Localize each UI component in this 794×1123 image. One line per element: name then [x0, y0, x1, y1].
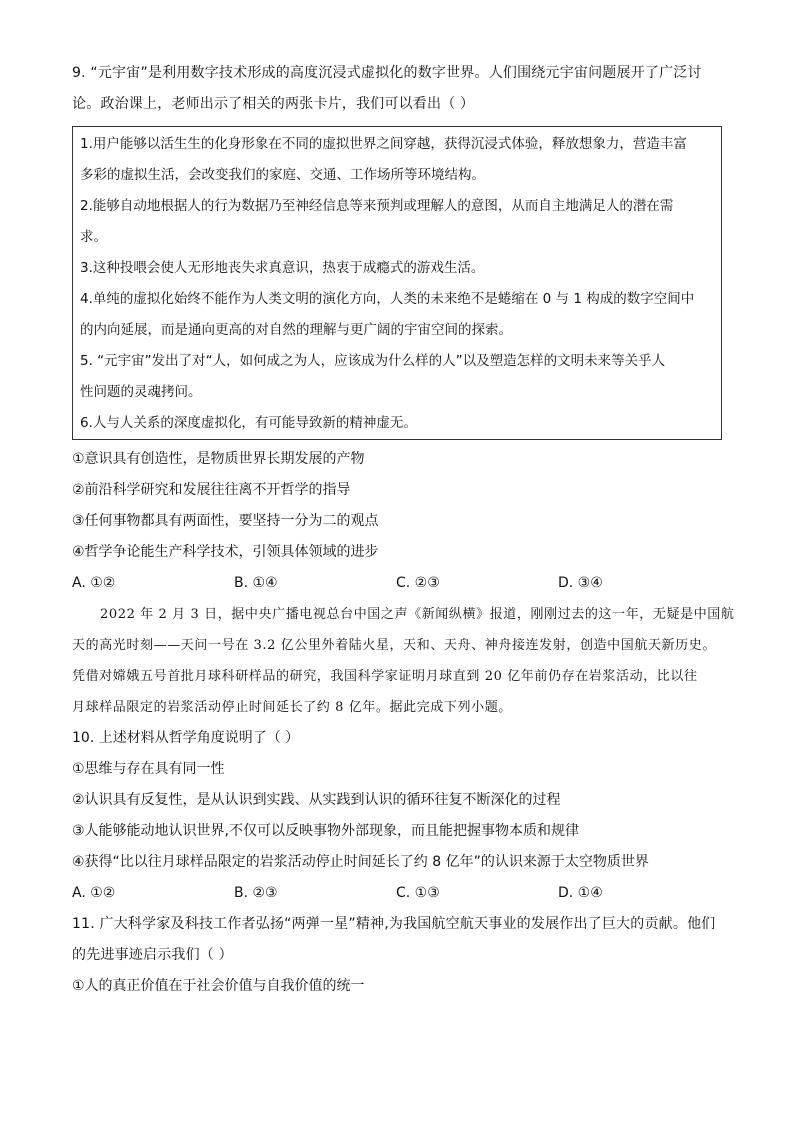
reading-material	[72, 599, 735, 723]
question-11-stem-line-1: 11. 广大科学家及科技工作者弘扬“两弹一星”精神,为我国航空航天事业的发展作出了巨大的贡献。他们	[72, 916, 716, 932]
material-line: 天的高光时刻——天问一号在 3.2 亿公里外着陆火星，天和、天舟、神舟接连发射，创造中国航天新历史。	[72, 638, 716, 653]
statement-item: ①人的真正价值在于社会价值与自我价值的统一	[72, 978, 365, 994]
statement-item: ③人能够能动地认识世界,不仅可以反映事物外部现象，而且能把握事物本质和规律	[72, 823, 579, 839]
option-c[interactable]: C. ①③	[396, 885, 440, 901]
question-9-stem-line-2: 论。政治课上，老师出示了相关的两张卡片，我们可以看出（ ）	[72, 96, 475, 112]
statement-item: ③任何事物都具有两面性，要坚持一分为二的观点	[72, 513, 379, 529]
option-a[interactable]: A. ①②	[72, 575, 116, 591]
card-line: 的内向延展，而是通向更高的对自然的理解与更广阔的宇宙空间的探索。	[80, 322, 512, 338]
option-c[interactable]: C. ②③	[396, 575, 440, 591]
question-10	[72, 723, 722, 909]
card-line: 多彩的虚拟生活，会改变我们的家庭、交通、工作场所等环境结构。	[80, 167, 485, 183]
question-9-card-box	[72, 126, 722, 440]
question-9-stem-line-1: 9. “元宇宙”是利用数字技术形成的高度沉浸式虚拟化的数字世界。人们围绕元宇宙问题展开了广泛讨	[72, 65, 702, 81]
statement-item: ①思维与存在具有同一性	[72, 761, 225, 777]
statement-item: ②认识具有反复性，是从认识到实践、从实践到认识的循环往复不断深化的过程	[72, 792, 561, 808]
card-line: 3.这种投喂会使人无形地丧失求真意识，热衷于成瘾式的游戏生活。	[80, 260, 485, 276]
exam-page	[72, 58, 735, 1002]
material-line: 凭借对嫦娥五号首批月球科研样品的研究，我国科学家证明月球直到 20 亿年前仍存在岩浆活动，比以往	[72, 669, 698, 684]
question-9-options	[72, 568, 722, 599]
option-a[interactable]: A. ①②	[72, 885, 116, 901]
material-line: 月球样品限定的岩浆活动停止时间延长了约 8 亿年。据此完成下列小题。	[72, 700, 512, 715]
option-b[interactable]: B. ②③	[234, 885, 278, 901]
question-11	[72, 909, 722, 1002]
statement-item: ②前沿科学研究和发展往往离不开哲学的指导	[72, 482, 351, 498]
question-10-stem: 10. 上述材料从哲学角度说明了（ ）	[72, 730, 300, 746]
card-line: 6.人与人关系的深度虚拟化，有可能导致新的精神虚无。	[80, 415, 417, 431]
material-line: 2022 年 2 月 3 日，据中央广播电视总台中国之声《新闻纵横》报道，刚刚过去的这一年，无疑是中国航	[100, 607, 735, 622]
card-line: 性问题的灵魂拷问。	[80, 384, 202, 400]
statement-item: ④获得“比以往月球样品限定的岩浆活动停止时间延长了约 8 亿年”的认识来源于太空物质世界	[72, 854, 649, 870]
question-9	[72, 58, 722, 599]
question-11-stem-line-2: 的先进事迹启示我们（ ）	[72, 947, 233, 963]
statement-item: ①意识具有创造性，是物质世界长期发展的产物	[72, 451, 365, 467]
card-line: 4.单纯的虚拟化始终不能作为人类文明的演化方向，人类的未来绝不是蜷缩在 0 与 1 构成的数字空间中	[80, 291, 695, 307]
card-line: 2.能够自动地根据人的行为数据乃至神经信息等来预判或理解人的意图，从而自主地满足人的潜在需	[80, 198, 674, 214]
option-b[interactable]: B. ①④	[234, 575, 278, 591]
card-line: 求。	[80, 229, 107, 245]
card-line: 5. “元宇宙”发出了对“人，如何成之为人，应该成为什么样的人”以及塑造怎样的文明未来等关乎人	[80, 353, 666, 369]
card-line: 1.用户能够以活生生的化身形象在不同的虚拟世界之间穿越，获得沉浸式体验，释放想象力，营造丰富	[80, 136, 687, 152]
option-d[interactable]: D. ③④	[558, 575, 603, 591]
option-d[interactable]: D. ①④	[558, 885, 603, 901]
statement-item: ④哲学争论能生产科学技术，引领具体领域的进步	[72, 544, 379, 560]
question-10-options	[72, 878, 722, 909]
